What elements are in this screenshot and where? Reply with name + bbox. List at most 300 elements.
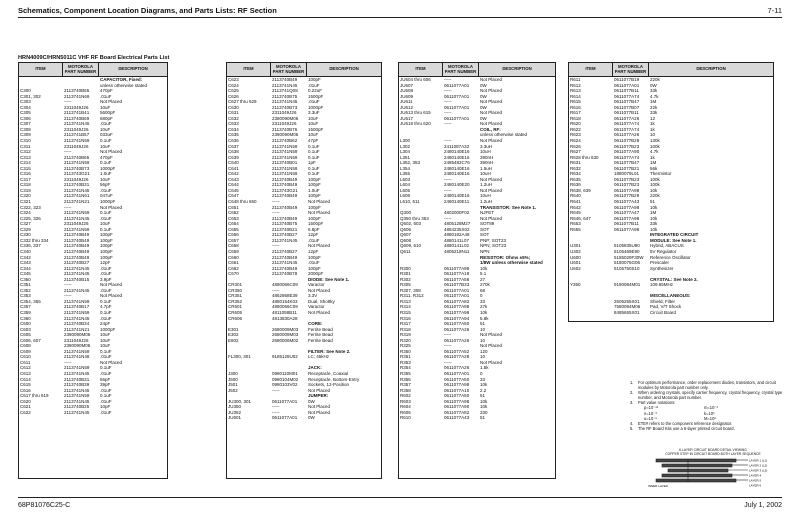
part-number-cell: 2113741N45 [64,409,90,415]
description-cell: 10k [480,404,488,410]
item-cell: JU350 [228,404,242,410]
item-cell: L608 [400,193,411,199]
diagram-caption-2: COPPER STEP IN CIRCUIT BOARD BOTH LAYER SEQUENCE [665,452,761,456]
description-cell: 100pF [100,243,113,249]
description-cell: 130k [650,138,660,144]
description-cell: 3.9pF [100,276,112,282]
description-cell: 1500pF [308,126,324,132]
item-cell: C626 [228,93,239,99]
parts-rows [227,77,381,421]
description-cell: .01uF [100,215,112,221]
part-number-cell: 2113740B75 [272,93,298,99]
part-number-cell: 0611077A58 [444,276,470,282]
part-number-cell: ----- [444,110,452,116]
item-cell: L351 [400,154,411,160]
description-cell: Not Placed [480,332,503,338]
item-cell: Q350 thru 353 [400,215,429,221]
part-number-cell: 2113741N69 [64,93,90,99]
description-cell: Not Placed [480,121,503,127]
description-cell: 68 [480,287,486,293]
part-number-cell: 8485655X01 [614,309,640,315]
item-cell: R356 [400,376,411,382]
part-number-cell: 0611077A82 [444,409,470,415]
item-cell: R641 [570,199,581,205]
description-cell: .01uF [308,260,320,266]
item-cell: C613 [20,370,31,376]
footer-date: July 1, 2002 [744,502,782,509]
part-number-cell: 2113741N59 [272,171,298,177]
item-cell: R628 thru 630 [570,154,599,160]
item-cell: R602 [400,393,411,399]
part-number-cell: 2113741N59 [64,393,90,399]
description-cell: 1M [650,99,657,105]
description-cell: 1.2uH [480,182,493,188]
part-number-cell: 4880066C09 [272,304,298,310]
item-cell: C359 [20,309,31,315]
item-cell: C659 [228,248,239,254]
part-number-cell: 2380090M06 [64,343,91,349]
description-cell: 10uF [100,343,111,349]
description-cell: CORE: [308,321,323,327]
part-number-cell: 2113741N59 [64,160,90,166]
item-cell: Q607 [400,232,412,238]
item-cell: R316 [400,315,411,321]
part-number-cell: 0611077A50 [444,376,470,382]
item-cell: C301, 302 [20,93,41,99]
description-cell: 120 [480,348,488,354]
description-cell: 10 [480,326,486,332]
description-cell: Not Placed [480,343,503,349]
note-2: 2. When ordering crystals, specify carrier frequency, crystal frequency, crystal type number, and Motorola part number. [630,390,783,401]
description-cell: 27k [480,304,488,310]
description-cell: TRANSISTOR: See Note 1. [480,204,537,210]
description-cell: Ferrite Bead [308,332,333,338]
description-cell: 270k [480,282,490,288]
description-cell: 0W [480,115,487,121]
item-cell: JU617 [400,115,414,121]
description-cell: 12pF [100,260,111,266]
description-cell: 0.1uF [308,143,320,149]
part-number-cell: 4805218N11 [444,248,470,254]
description-cell: Not Placed [308,199,331,205]
description-cell: 033uF [100,132,113,138]
part-number-cell: 2113740B17 [64,304,90,310]
description-cell: 27 [480,276,486,282]
description-cell: SOT [480,232,490,238]
description-cell: 0.22uF [308,88,323,94]
item-cell: R301 [400,271,411,277]
description-cell: 100pF [308,265,321,271]
description-cell: 220k [650,193,660,199]
item-cell: C620 [20,398,31,404]
description-cell: Not Placed [308,210,331,216]
part-number-cell: 5180075G06 [614,260,641,266]
item-cell: C344 [20,265,31,271]
description-cell: 0.1uF [100,138,112,144]
item-cell: C641 [228,165,239,171]
part-number-cell: ----- [64,149,72,155]
part-number-cell: 0611077A10 [444,387,470,393]
part-number-cell: ----- [444,332,452,338]
description-cell: 220k [650,77,660,82]
part-number-cell: 2113740B49 [64,237,90,243]
part-number-cell: ----- [444,187,452,193]
item-cell: C610 [20,354,31,360]
item-cell: JU618 thru 620 [400,121,431,127]
item-cell: C670 [228,271,239,277]
column-header [227,63,381,77]
item-cell: Q602, 603 [400,221,422,227]
item-cell: CR601 [228,304,243,310]
item-cell: C652 [228,210,239,216]
item-cell: JU612 [400,104,414,110]
part-number-cell: 2113740B49 [272,215,298,221]
description-cell: 1k [650,126,655,132]
item-cell: C644 [228,182,239,188]
item-cell: L605 [400,187,411,193]
item-cell: R645 [570,210,581,216]
part-number-cell: 2311049J26 [64,221,89,227]
description-cell: 0W [308,398,315,404]
description-cell: Pad, V/T Shock [650,304,682,310]
description-cell: Not Placed [480,176,503,182]
part-number-cell: 2113740B69 [64,115,90,121]
description-cell: 39pF [100,382,111,388]
header-item: ITEM [399,63,443,76]
item-cell: JU300, 301 [228,398,252,404]
description-cell: .01uF [100,265,112,271]
item-cell: R613 [570,88,581,94]
description-cell: INTEGRATED CIRCUIT [650,232,699,238]
description-cell: 1000pF [308,104,324,110]
description-cell: 047uF [100,193,113,199]
part-number-cell: 2605255X01 [614,298,640,304]
description-cell: 56pF [100,182,111,188]
item-cell: L604 [400,182,411,188]
item-cell: R612 [570,82,581,88]
part-number-cell: 0611077A94 [444,315,470,321]
item-cell: R618 [570,115,581,121]
part-number-cell: 2113740B49 [272,193,298,199]
part-number-cell: 0611077A01 [444,82,470,88]
item-cell: E602 [228,337,239,343]
item-cell: C616 [20,387,31,393]
item-cell: L354 [400,165,411,171]
part-number-cell: 2113741N61 [64,193,90,199]
item-cell: C638 [228,149,239,155]
header-item: ITEM [19,63,63,76]
item-cell: C300 [20,88,31,94]
parts-column-2 [226,62,382,479]
part-number-cell: 2113741N59 [64,309,90,315]
table-row [19,410,167,416]
description-cell: MISCELLANEOUS: [650,293,691,299]
item-cell: C357 [20,304,31,310]
item-cell: R311, R312 [400,293,424,299]
description-cell: 0.1uF [100,226,112,232]
notation-row-1: p=10⁻¹² m=10⁻³ [644,405,718,411]
page-header-title: Schematics, Component Location Diagrams, and Parts Lists: RF Section [18,6,277,15]
part-number-cell: 2380090M06 [272,115,299,121]
part-number-cell: 2113741N45 [64,271,90,277]
item-cell: CR301 [228,282,243,288]
description-cell: 12 [650,115,656,121]
part-number-cell: 2311049J26 [64,176,89,182]
description-cell: Not Placed [480,88,503,94]
part-number-cell: 2113740B49 [64,232,90,238]
part-number-cell: 5105469E90 [614,248,640,254]
description-cell: Not Placed [480,99,503,105]
parts-column-3 [398,62,556,479]
part-number-cell: 2113741N21 [64,326,90,332]
item-cell: C617 thru 619 [20,393,49,399]
part-number-cell: 2113741N45 [64,121,90,127]
item-cell: C660 [228,254,239,260]
description-cell: 10uF [100,176,111,182]
description-cell: DIODE: See Note 1. [308,276,350,282]
part-number-cell: 0611077A52 [444,348,470,354]
description-cell: Not Placed [480,77,503,82]
part-number-cell: 0611077B23 [614,176,640,182]
item-cell: C600 [20,321,31,327]
part-number-cell: 2311049J26 [272,110,297,116]
part-number-cell: 0980103V02 [272,382,298,388]
description-cell: 1500pF [308,93,324,99]
part-number-cell: 4880066C09 [272,282,298,288]
description-cell: .01uF [100,409,112,415]
footer-doc-number: 68P81076C25-C [18,502,71,509]
part-number-cell: 2113740B27 [64,260,90,266]
part-number-cell: 2113741B41 [64,110,90,116]
item-cell: C624 [228,82,239,88]
part-number-cell: 0611077A98 [614,215,640,221]
part-number-cell: 0611077A43 [444,415,470,421]
description-cell: 1.0uF [100,171,112,177]
item-cell: C360 [20,315,31,321]
item-cell: C303 [20,99,31,105]
item-cell: R611 [570,77,581,82]
part-number-cell: ----- [444,99,452,105]
description-cell: 1500pF [308,221,324,227]
item-cell: R354 [400,365,411,371]
description-cell: 330 [480,409,488,415]
layer-stack-drawing [648,456,778,488]
item-cell: R302 [400,276,411,282]
description-cell: 10k [480,398,488,404]
part-number-cell: 4802000F02 [444,210,470,216]
layer-diagram [648,448,778,490]
part-number-cell: 2113741N59 [272,165,298,171]
description-cell: 470pF [100,88,113,94]
part-number-cell: 2113740B49 [272,254,298,260]
part-number-cell: 2113740B76 [272,126,298,132]
description-cell: RESISTOR: Ohms ±5%; [480,254,531,260]
description-cell: 5600pF [100,110,116,116]
item-cell: C622 [20,409,31,415]
description-cell: .01uF [100,387,112,393]
description-cell: 100pF [100,237,113,243]
description-cell: .01uF [100,354,112,360]
description-cell: 10uF [308,115,319,121]
description-cell: 1.0uF [308,187,320,193]
part-number-cell: 2113740B75 [272,221,298,227]
description-cell: .01uF [308,82,320,88]
item-cell: C351 [20,282,31,288]
item-cell: C612 [20,365,31,371]
item-cell: JU601 [228,415,242,421]
part-number-cell: 0611077A26 [444,326,470,332]
part-number-cell: 0611077A50 [444,393,470,399]
part-number-cell: ----- [444,77,452,82]
part-number-cell: 2480140E16 [444,154,470,160]
description-cell: 100k [650,182,660,188]
item-cell: CR351 [228,293,243,299]
description-cell: Not Placed [480,215,503,221]
part-number-cell: 4880182A48 [444,232,470,238]
parts-rows [399,77,555,421]
part-number-cell: 2113741N45 [272,99,298,105]
part-number-cell: 2113740B49 [64,243,90,249]
item-cell: L610, 611 [400,199,420,205]
part-number-cell: 2113740B27 [272,248,298,254]
part-number-cell: 9180084M01 [614,282,641,288]
part-number-cell: 2113740B65 [64,88,90,94]
part-number-cell: 2113740B49 [272,176,298,182]
part-number-cell: 2113743G21 [64,171,90,177]
item-cell: C322, 323 [20,204,41,210]
description-cell: 100k [650,143,660,149]
description-cell: Sockets, 12-Position [308,382,350,388]
description-cell: 1k [650,121,655,127]
part-number-cell: 2113740B65 [64,154,90,160]
description-cell: 0W [480,82,487,88]
item-cell: R615 [570,99,581,105]
item-cell [569,310,613,316]
part-number-cell: 0611077A74 [614,93,640,99]
part-number-cell: 0611077A98 [444,382,470,388]
description-cell: 0.1uF [100,348,112,354]
item-cell: E301 [228,326,239,332]
part-number-cell: ----- [272,404,280,410]
item-cell: R320 [400,337,411,343]
item-cell: C305 [20,110,31,116]
description-cell: FILTER: See Note 2. [308,348,351,354]
part-number-cell: 0611077A98 [614,226,640,232]
description-cell: 10k [480,382,488,388]
part-number-cell: 2380090M06 [64,332,91,338]
part-number-cell: 2113741Q08 [272,88,298,94]
item-cell: C320 [20,193,31,199]
item-cell: U602 [570,265,581,271]
description-cell: 5V Regulator [650,248,677,254]
item-cell: J500 [228,376,238,382]
description-cell: 0.1uF [308,165,320,171]
description-cell: 0.1uF [100,393,112,399]
description-cell: Not Placed [480,359,503,365]
item-cell: C321 [20,199,31,205]
item-cell: Y350 [570,282,581,288]
part-number-cell: 0611077B29 [614,193,640,199]
part-number-cell: 2480140E16 [444,149,470,155]
part-number-cell: 2113741N45 [64,315,90,321]
item-cell: CR350 [228,287,243,293]
part-number-cell: 2113741N59 [64,138,90,144]
item-cell: L352, 353 [400,160,421,166]
item-cell: R315 [400,309,411,315]
item-cell: R617 [570,110,581,116]
description-cell: Not Placed [480,187,503,193]
description-cell: 51 [650,199,656,205]
description-cell: .01uF [100,93,112,99]
description-cell: Varactor [308,282,325,288]
part-number-cell: 2113741N21 [64,199,90,205]
item-cell: C304 [20,104,31,110]
item-cell: C606, 607 [20,337,41,343]
part-number-cell: 2311049J26 [64,126,89,132]
item-cell: R319 [400,332,411,338]
item-cell: R646, 647 [570,215,591,221]
part-number-cell: 2311049J26 [64,104,89,110]
description-cell: .01uF [100,271,112,277]
item-cell: R357 [400,382,411,388]
description-cell: Not Placed [308,404,331,410]
part-number-cell: 2113740B62 [272,138,298,144]
header-rule [18,17,782,18]
description-cell: 33k [650,88,658,94]
description-cell: 33 [480,298,486,304]
item-cell: C655 [228,226,239,232]
description-cell: 33k [650,221,658,227]
description-cell: Thermistor [650,171,672,177]
header-part: MOTOROLA PART NUMBER [271,63,307,76]
part-number-cell: ----- [272,243,280,249]
item-cell: R351 [400,354,411,360]
item-cell: U302 [570,248,581,254]
description-cell: .01uF [100,315,112,321]
item-cell: JU608 [400,88,414,94]
description-cell: 100pF [100,254,113,260]
part-number-cell: 0611077B47 [614,160,640,166]
description-cell: 0.1uF [308,171,320,177]
item-cell: JU613 thru 615 [400,110,431,116]
part-number-cell: 2380090M06 [272,132,299,138]
item-cell: R635 [570,176,581,182]
notation-row-2: n=10⁻⁹ k=10³ [644,410,715,416]
item-cell: R355 [400,370,411,376]
item-cell: R350 [400,348,411,354]
description-cell: Not Placed [480,138,503,144]
part-number-cell: 0611077A01 [444,93,470,99]
item-cell: U301 [570,243,581,249]
item-cell: R300 [400,265,411,271]
item-cell: L603 [400,176,411,182]
part-number-cell: 2113741N59 [272,149,298,155]
item-cell: R606 [400,409,411,415]
part-number-cell: 2680006M02 [272,337,299,343]
layer-label-6: LAYER 6 [749,483,762,488]
description-cell: 10uH [480,193,491,199]
item-cell: R653 [570,221,581,227]
description-cell: 10uF [100,104,111,110]
item-cell: C327 [20,221,31,227]
note-1: 1. For optimum performance, order replacement diodes, transistors, and circuit modules by Motorola part number only. [630,380,776,391]
description-cell: 51 [480,415,486,421]
part-number-cell: 0611077A74 [614,121,640,127]
notation-row-3: u=10⁻⁶ M=10⁶ [644,415,717,421]
item-cell: CR605 [228,309,243,315]
description-cell: 4.7pF [100,304,112,310]
part-number-cell: ----- [272,409,280,415]
